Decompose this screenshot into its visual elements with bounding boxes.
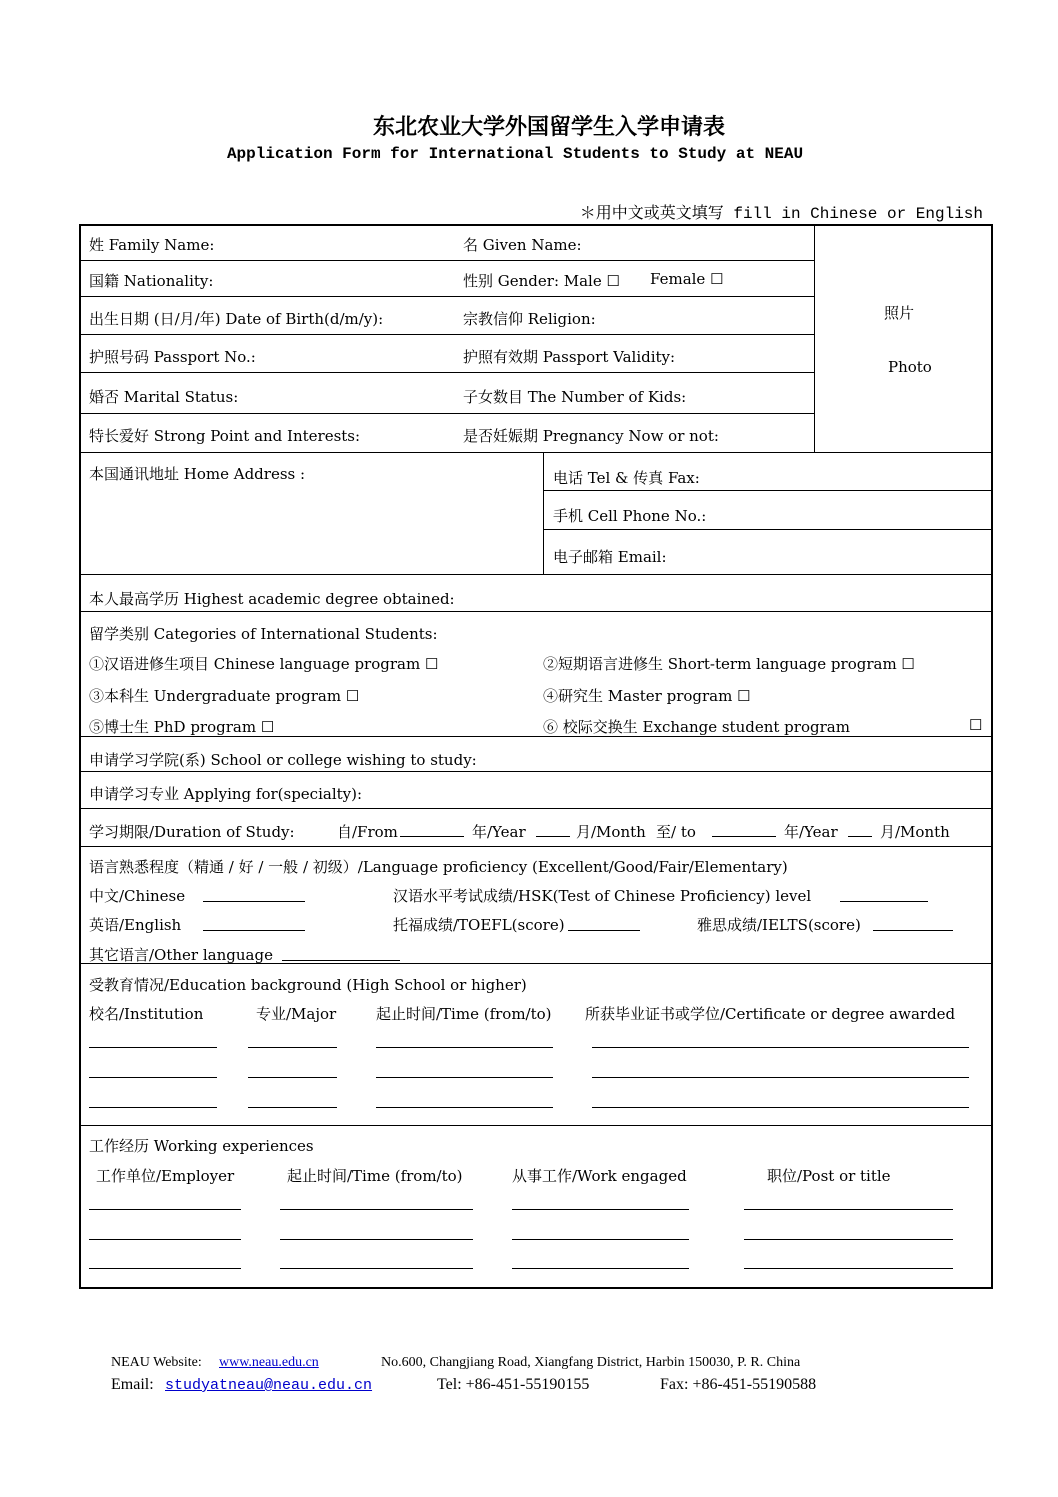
work-row2-time[interactable] — [280, 1239, 473, 1240]
english-label: 英语/English — [89, 916, 182, 934]
fill-note: ＊用中文或英文填写 fill in Chinese or English — [579, 205, 983, 223]
cell-phone-label: 手机 Cell Phone No.: — [553, 507, 707, 525]
footer-website-label: NEAU Website: — [111, 1355, 202, 1370]
work-label: 工作经历 Working experiences — [89, 1137, 314, 1155]
category-chinese-language[interactable]: ①汉语进修生项目 Chinese language program ☐ — [89, 655, 439, 673]
footer-email-link[interactable]: studyatneau@neau.edu.cn — [165, 1377, 373, 1394]
edu-row2-major[interactable] — [248, 1077, 337, 1078]
edu-row3-certificate[interactable] — [592, 1107, 969, 1108]
chinese-level-field[interactable] — [203, 901, 305, 902]
edu-row2-certificate[interactable] — [592, 1077, 969, 1078]
footer-fax: Fax: +86-451-55190588 — [660, 1376, 817, 1393]
highest-degree-label: 本人最高学历 Highest academic degree obtained: — [89, 590, 455, 608]
title-en: Application Form for International Students to Study at NEAU — [226, 145, 804, 163]
ielts-label: 雅思成绩/IELTS(score) — [697, 916, 861, 934]
pregnancy-label: 是否妊娠期 Pregnancy Now or not: — [463, 427, 719, 445]
other-language-field[interactable] — [282, 960, 400, 961]
specialty-label: 申请学习专业 Applying for(specialty): — [89, 785, 363, 803]
to-day-field[interactable] — [712, 836, 776, 837]
footer-email-label: Email: — [111, 1376, 154, 1393]
work-row3-post[interactable] — [744, 1268, 953, 1269]
categories-label: 留学类别 Categories of International Students: — [89, 625, 438, 643]
other-language-label: 其它语言/Other language — [89, 946, 273, 964]
nationality-label: 国籍 Nationality: — [89, 272, 214, 290]
edu-row2-institution[interactable] — [89, 1077, 217, 1078]
religion-label: 宗教信仰 Religion: — [463, 310, 596, 328]
email-label: 电子邮箱 Email: — [553, 548, 667, 566]
family-name-label: 姓 Family Name: — [89, 236, 215, 254]
gender-female-option[interactable]: Female ☐ — [650, 270, 724, 288]
ielts-score-field[interactable] — [873, 930, 953, 931]
from-day-field[interactable] — [400, 836, 464, 837]
footer-tel: Tel: +86-451-55190155 — [437, 1376, 590, 1393]
to-year-field[interactable] — [848, 836, 872, 837]
education-label: 受教育情况/Education background (High School or higher) — [89, 976, 527, 994]
edu-row1-time[interactable] — [376, 1047, 553, 1048]
kids-label: 子女数目 The Number of Kids: — [463, 388, 687, 406]
edu-row1-certificate[interactable] — [592, 1047, 969, 1048]
tel-fax-label: 电话 Tel & 传真 Fax: — [553, 469, 700, 487]
work-row3-employer[interactable] — [89, 1268, 241, 1269]
photo-cn-label: 照片 — [884, 304, 915, 322]
strong-point-label: 特长爱好 Strong Point and Interests: — [89, 427, 361, 445]
duration-to-label: 至/ to — [656, 823, 696, 841]
toefl-score-field[interactable] — [568, 930, 640, 931]
work-col-post: 职位/Post or title — [767, 1167, 891, 1185]
work-row1-employer[interactable] — [89, 1209, 241, 1210]
from-year-field[interactable] — [536, 836, 570, 837]
work-row3-time[interactable] — [280, 1268, 473, 1269]
edu-row2-time[interactable] — [376, 1077, 553, 1078]
category-phd[interactable]: ⑤博士生 PhD program ☐ — [89, 718, 275, 736]
work-row1-time[interactable] — [280, 1209, 473, 1210]
category-undergraduate[interactable]: ③本科生 Undergraduate program ☐ — [89, 687, 360, 705]
duration-year2-label: 年/Year — [784, 823, 838, 841]
work-row2-post[interactable] — [744, 1239, 953, 1240]
work-row1-engaged[interactable] — [512, 1209, 689, 1210]
gender-male-option[interactable]: 性别 Gender: Male ☐ — [463, 272, 620, 290]
work-row2-engaged[interactable] — [512, 1239, 689, 1240]
passport-validity-label: 护照有效期 Passport Validity: — [463, 348, 676, 366]
category-short-term-language[interactable]: ②短期语言进修生 Short-term language program ☐ — [543, 655, 915, 673]
edu-row3-time[interactable] — [376, 1107, 553, 1108]
category-exchange[interactable]: ⑥ 校际交换生 Exchange student program — [543, 718, 850, 736]
work-row1-post[interactable] — [744, 1209, 953, 1210]
hsk-level-field[interactable] — [840, 901, 928, 902]
footer-address: No.600, Changjiang Road, Xiangfang District, Harbin 150030, P. R. China — [381, 1355, 801, 1370]
duration-from-label: 自/From — [337, 823, 398, 841]
title-cn: 东北农业大学外国留学生入学申请表 — [372, 114, 725, 139]
photo-en-label: Photo — [888, 358, 932, 376]
duration-month1-label: 月/Month — [576, 823, 646, 841]
work-col-engaged: 从事工作/Work engaged — [512, 1167, 687, 1185]
education-col-major: 专业/Major — [256, 1005, 337, 1023]
english-level-field[interactable] — [203, 930, 305, 931]
category-master[interactable]: ④研究生 Master program ☐ — [543, 687, 751, 705]
home-address-label: 本国通讯地址 Home Address : — [89, 465, 306, 483]
edu-row1-major[interactable] — [248, 1047, 337, 1048]
duration-month2-label: 月/Month — [880, 823, 950, 841]
given-name-label: 名 Given Name: — [463, 236, 582, 254]
school-label: 申请学习学院(系) School or college wishing to study: — [89, 751, 477, 769]
education-col-time: 起止时间/Time (from/to) — [376, 1005, 552, 1023]
marital-status-label: 婚否 Marital Status: — [89, 388, 239, 406]
hsk-label: 汉语水平考试成绩/HSK(Test of Chinese Proficiency) level — [393, 887, 812, 905]
edu-row3-major[interactable] — [248, 1107, 337, 1108]
edu-row1-institution[interactable] — [89, 1047, 217, 1048]
education-col-institution: 校名/Institution — [89, 1005, 204, 1023]
work-col-employer: 工作单位/Employer — [96, 1167, 235, 1185]
chinese-label: 中文/Chinese — [89, 887, 186, 905]
passport-no-label: 护照号码 Passport No.: — [89, 348, 256, 366]
toefl-label: 托福成绩/TOEFL(score) — [393, 916, 565, 934]
footer-website-link[interactable]: www.neau.edu.cn — [219, 1355, 319, 1370]
work-row2-employer[interactable] — [89, 1239, 241, 1240]
exchange-checkbox[interactable]: ☐ — [969, 716, 983, 734]
duration-label: 学习期限/Duration of Study: — [89, 823, 295, 841]
work-row3-engaged[interactable] — [512, 1268, 689, 1269]
language-proficiency-label: 语言熟悉程度（精通 / 好 / 一般 / 初级）/Language proficiency (Excellent/Good/Fair/Elementary) — [89, 858, 788, 876]
duration-year1-label: 年/Year — [472, 823, 526, 841]
education-col-certificate: 所获毕业证书或学位/Certificate or degree awarded — [585, 1005, 956, 1023]
work-col-time: 起止时间/Time (from/to) — [287, 1167, 463, 1185]
edu-row3-institution[interactable] — [89, 1107, 217, 1108]
dob-label: 出生日期 (日/月/年) Date of Birth(d/m/y): — [89, 310, 384, 328]
